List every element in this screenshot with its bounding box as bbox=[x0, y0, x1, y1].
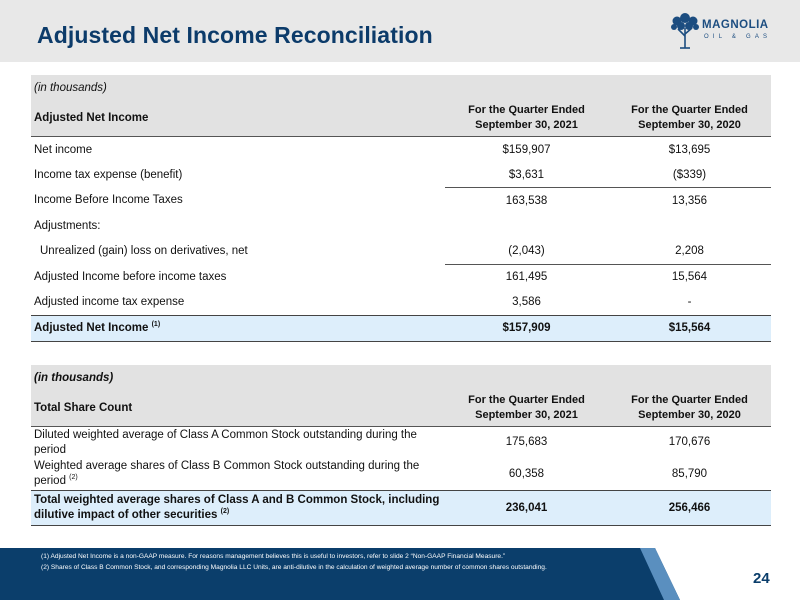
table-header-row bbox=[31, 391, 771, 427]
column-header-label: Adjusted Net Income bbox=[31, 101, 445, 137]
table-row: Income tax expense (benefit) $3,631 ($339) bbox=[31, 162, 771, 188]
page-title: Adjusted Net Income Reconciliation bbox=[37, 22, 433, 48]
footnote-marker: (2) bbox=[220, 508, 230, 516]
total-row: Adjusted Net Income $^{(1)}$ $157,909 $15,564 bbox=[31, 315, 771, 341]
table-row: Net income $159,907 $13,695 bbox=[34, 143, 711, 156]
units-label: (in thousands) bbox=[31, 75, 445, 101]
column-header-2020: For the Quarter Ended September 30, 2020 bbox=[608, 391, 771, 427]
footnote-1: (1) Adjusted Net Income is a non-GAAP measure. For reasons management believes this is useful to investors, refer to slide 2 “Non-GAAP Financial Measure.” bbox=[41, 553, 506, 560]
total-share-count-table bbox=[31, 365, 771, 526]
total-label: Adjusted Net Income $^{(1)}$ bbox=[31, 315, 445, 341]
page-number: 24 bbox=[753, 570, 770, 587]
table-row: Adjusted income tax expense 3,586 - bbox=[34, 296, 692, 308]
column-header-2020: For the Quarter Ended September 30, 2020 bbox=[608, 101, 771, 137]
table-row: Adjustments: bbox=[34, 219, 101, 232]
total-row: Total weighted average shares of Class A and B Common Stock, including dilutive impact of other securities $^{(2)}$ 236,041 256,466 bbox=[31, 491, 771, 526]
total-label: Total weighted average shares of Class A and B Common Stock, including dilutive impact of other securities $^{(2)}$ bbox=[31, 491, 445, 526]
footnote-marker: (2) bbox=[69, 474, 78, 482]
company-logo bbox=[668, 10, 773, 52]
logo-wordmark: MAGNOLIA bbox=[702, 19, 769, 31]
units-label: (in thousands) bbox=[31, 365, 445, 391]
table-units-row bbox=[31, 75, 771, 101]
table-row: Unrealized (gain) loss on derivatives, net (2,043) 2,208 bbox=[31, 239, 771, 265]
table-header-row bbox=[31, 101, 771, 137]
table-units-row bbox=[31, 365, 771, 391]
table-row: Weighted average shares of Class B Common Stock outstanding during the period $^{(2)}$ 60,358 85,790 bbox=[34, 460, 708, 488]
logo-subtitle: OIL & GAS bbox=[704, 34, 772, 40]
column-header-2021: For the Quarter Ended September 30, 2021 bbox=[445, 101, 608, 137]
magnolia-tree-icon bbox=[668, 10, 702, 50]
footnote-2: (2) Shares of Class B Common Stock, and corresponding Magnolia LLC Units, are anti-dilutive in the calculation of weighted average number of common shares outstanding. bbox=[41, 564, 547, 571]
table-row: Diluted weighted average of Class A Common Stock outstanding during the period 175,683 170,676 bbox=[34, 428, 711, 456]
table-row: Income Before Income Taxes 163,538 13,356 bbox=[34, 194, 708, 207]
column-header-label: Total Share Count bbox=[31, 391, 445, 427]
adjusted-net-income-table bbox=[31, 75, 771, 342]
footnote-marker: (1) bbox=[151, 321, 161, 329]
table-row: Adjusted Income before income taxes 161,495 15,564 bbox=[34, 270, 708, 283]
column-header-2021: For the Quarter Ended September 30, 2021 bbox=[445, 391, 608, 427]
